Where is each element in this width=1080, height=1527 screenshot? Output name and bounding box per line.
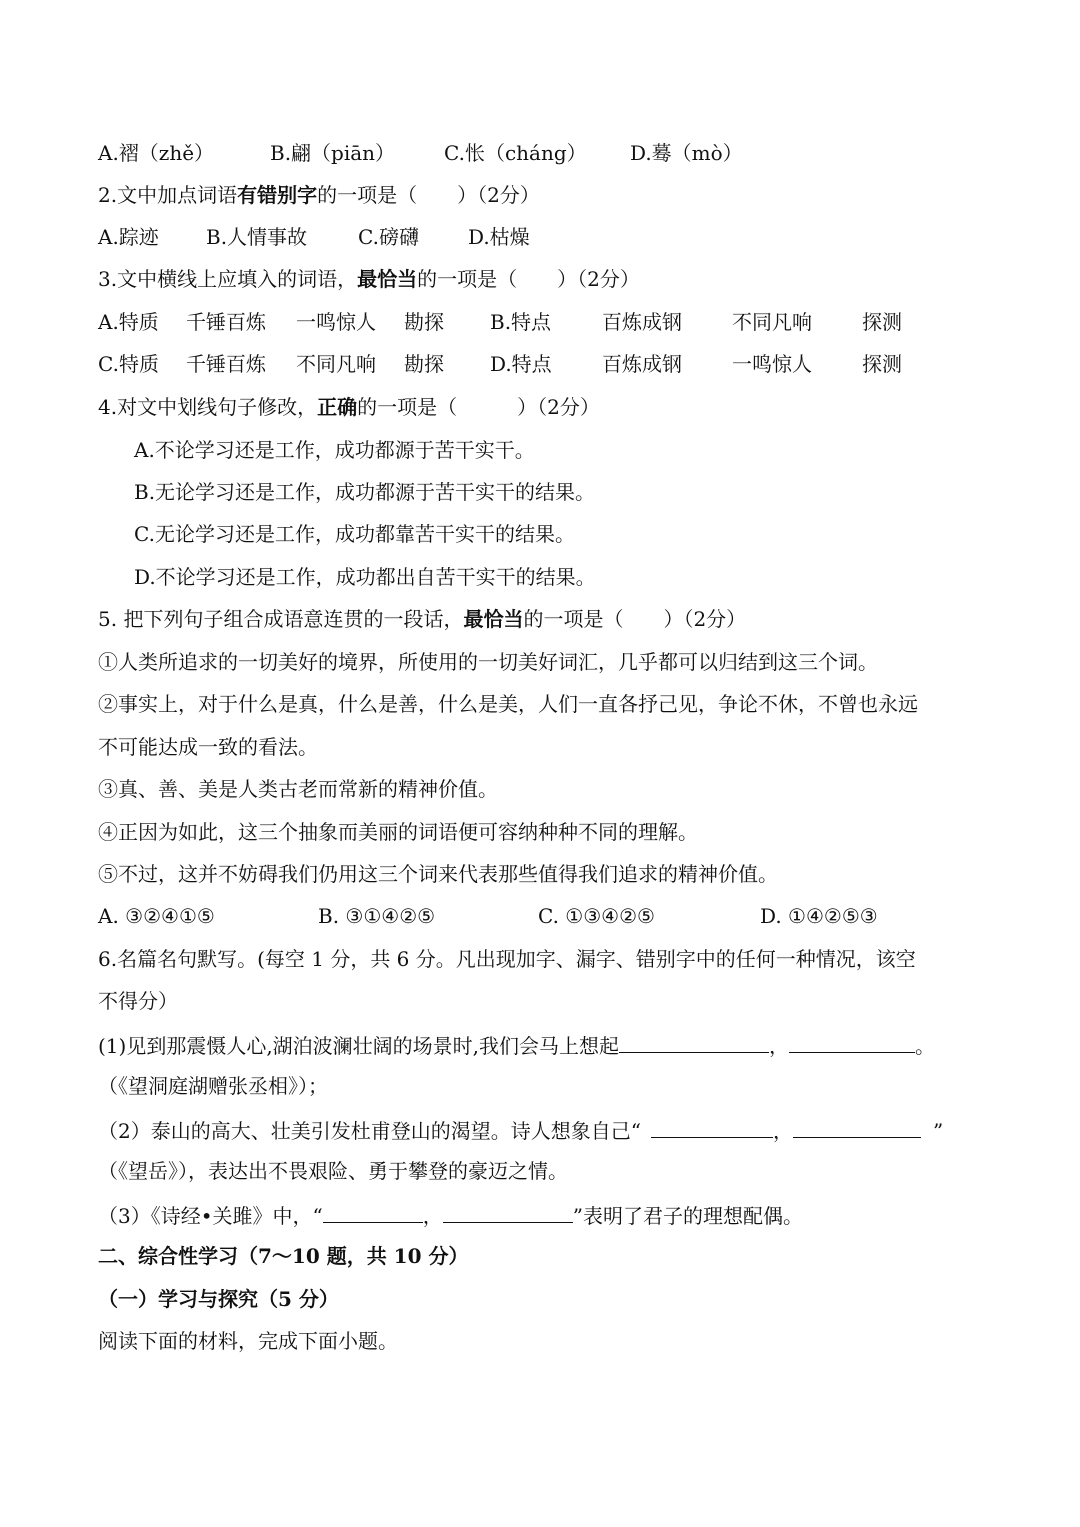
q3-row1-cell: 百炼成钢 bbox=[602, 310, 682, 334]
q3-row2-cell: 不同凡响 bbox=[296, 352, 376, 376]
q3-row1-cell: 不同凡响 bbox=[732, 310, 812, 334]
q3-row1-cell: 勘探 bbox=[404, 310, 444, 334]
q5-sentence-1: ①人类所追求的一切美好的境界，所使用的一切美好词汇，几乎都可以归结到这三个词。 bbox=[98, 650, 878, 674]
q6-part3 bbox=[98, 1204, 990, 1226]
q3-stem bbox=[98, 269, 990, 289]
q3-row2-cell: 一鸣惊人 bbox=[732, 352, 812, 376]
q2-stem bbox=[98, 185, 990, 205]
q3-row1-cell: B.特点 bbox=[490, 310, 552, 334]
q6-part2-line2: （《望岳》），表达出不畏艰险、勇于攀登的豪迈之情。 bbox=[98, 1159, 568, 1183]
q3-row1-cell: 千锤百炼 bbox=[186, 310, 266, 334]
q4-option-c: C.无论学习还是工作，成功都靠苦干实干的结果。 bbox=[134, 522, 575, 546]
q6-part3-blank-1[interactable] bbox=[323, 1204, 423, 1223]
q5-sentence-5: ⑤不过，这并不妨碍我们仍用这三个词来代表那些值得我们追求的精神价值。 bbox=[98, 862, 778, 886]
q5-sentence-2-cont: 不可能达成一致的看法。 bbox=[98, 735, 318, 759]
q2-option-a: A.踪迹 bbox=[98, 225, 159, 249]
q6-part3-comma: ， bbox=[422, 1204, 443, 1228]
q3-stem-post: 的一项是（ ）（2分） bbox=[417, 267, 640, 291]
q5-stem-post: 的一项是（ ）（2分） bbox=[523, 607, 747, 631]
q3-row2-cell: 百炼成钢 bbox=[602, 352, 682, 376]
q6-part2-comma: ， bbox=[772, 1119, 793, 1143]
q5-sentence-3: ③真、善、美是人类古老而常新的精神价值。 bbox=[98, 777, 498, 801]
q6-stem-line2: 不得分） bbox=[98, 989, 178, 1013]
q5-option-a: A. ③②④①⑤ bbox=[98, 904, 215, 928]
q6-part2 bbox=[98, 1119, 990, 1141]
q5-option-c: C. ①③④②⑤ bbox=[538, 904, 655, 928]
q5-sentence-4: ④正因为如此，这三个抽象而美丽的词语便可容纳种种不同的理解。 bbox=[98, 820, 698, 844]
q3-stem-emphasis: 最恰当 bbox=[357, 267, 418, 291]
q3-row2-cell: 千锤百炼 bbox=[186, 352, 266, 376]
q3-row1-cell: A.特质 bbox=[98, 310, 159, 334]
q3-row1-cell: 一鸣惊人 bbox=[296, 310, 376, 334]
q5-stem-emphasis: 最恰当 bbox=[463, 607, 524, 631]
q6-part1-source: （《望洞庭湖赠张丞相》）； bbox=[98, 1074, 328, 1098]
q4-option-a: A.不论学习还是工作，成功都源于苦干实干。 bbox=[134, 438, 535, 462]
q5-sentence-2: ②事实上，对于什么是真，什么是善，什么是美，人们一直各抒己见，争论不休，不曾也永远 bbox=[98, 692, 918, 716]
q2-option-b: B.人情事故 bbox=[206, 225, 308, 249]
q5-option-b: B. ③①④②⑤ bbox=[318, 904, 436, 928]
q6-part1-end: 。 bbox=[915, 1034, 936, 1058]
q6-stem-line1: 6.名篇名句默写。(每空 1 分，共 6 分。凡出现加字、漏字、错别字中的任何一种情况，该空 bbox=[98, 947, 916, 971]
q2-option-d: D.枯燥 bbox=[468, 225, 530, 249]
q6-part1-comma: ， bbox=[769, 1034, 790, 1058]
q4-stem bbox=[98, 397, 990, 417]
section-2-title: 二、综合性学习（7～10 题，共 10 分） bbox=[98, 1244, 469, 1268]
q3-stem-pre: 3.文中横线上应填入的词语， bbox=[98, 267, 358, 291]
q6-part1 bbox=[98, 1034, 990, 1056]
q6-part3-end: ”表明了君子的理想配偶。 bbox=[572, 1204, 803, 1228]
q2-stem-post: 的一项是（ ）（2分） bbox=[317, 183, 540, 207]
q6-part1-text: (1)见到那震慑人心,湖泊波澜壮阔的场景时,我们会马上想起 bbox=[98, 1034, 620, 1058]
q5-stem-pre: 5. 把下列句子组合成语意连贯的一段话， bbox=[98, 607, 464, 631]
q3-row2-cell: 探测 bbox=[862, 352, 902, 376]
q4-stem-post: 的一项是（ ）（2分） bbox=[357, 395, 600, 419]
q6-part1-blank-1[interactable] bbox=[619, 1034, 769, 1053]
q4-stem-pre: 4.对文中划线句子修改， bbox=[98, 395, 318, 419]
section-2-subtitle: （一）学习与探究（5 分） bbox=[98, 1287, 339, 1311]
q1-option-c: C.怅（cháng） bbox=[444, 141, 587, 165]
q2-options bbox=[98, 227, 990, 247]
q4-stem-emphasis: 正确 bbox=[317, 395, 358, 419]
q1-option-b: B.翩（piān） bbox=[270, 141, 396, 165]
q5-options bbox=[98, 906, 990, 926]
q3-row2-cell: 勘探 bbox=[404, 352, 444, 376]
q5-option-d: D. ①④②⑤③ bbox=[760, 904, 878, 928]
q4-option-b: B.无论学习还是工作，成功都源于苦干实干的结果。 bbox=[134, 480, 596, 504]
q6-part3-blank-2[interactable] bbox=[443, 1204, 573, 1223]
q1-option-a: A.褶（zhě） bbox=[98, 141, 215, 165]
q2-stem-emphasis: 有错别字 bbox=[237, 183, 318, 207]
q3-row2-cell: D.特点 bbox=[490, 352, 552, 376]
q3-row1-cell: 探测 bbox=[862, 310, 902, 334]
q3-options-row1 bbox=[98, 312, 990, 332]
section-2-intro: 阅读下面的材料，完成下面小题。 bbox=[98, 1329, 398, 1353]
q2-option-c: C.磅礴 bbox=[358, 225, 419, 249]
q4-option-d: D.不论学习还是工作，成功都出自苦干实干的结果。 bbox=[134, 565, 596, 589]
q3-row2-cell: C.特质 bbox=[98, 352, 159, 376]
q2-stem-pre: 2.文中加点词语 bbox=[98, 183, 238, 207]
q5-stem bbox=[98, 609, 990, 629]
q1-options bbox=[98, 143, 990, 163]
q6-part3-text: （3）《诗经•关雎》中，“ bbox=[98, 1204, 323, 1228]
q6-part2-text: （2）泰山的高大、壮美引发杜甫登山的渴望。诗人想象自己“ bbox=[98, 1119, 641, 1143]
q6-part2-blank-1[interactable] bbox=[651, 1119, 773, 1138]
q6-part1-blank-2[interactable] bbox=[789, 1034, 915, 1053]
q6-part2-end: ” bbox=[932, 1119, 944, 1143]
q3-options-row2 bbox=[98, 354, 990, 374]
q6-part2-blank-2[interactable] bbox=[793, 1119, 921, 1138]
q1-option-d: D.蓦（mò） bbox=[630, 141, 743, 165]
